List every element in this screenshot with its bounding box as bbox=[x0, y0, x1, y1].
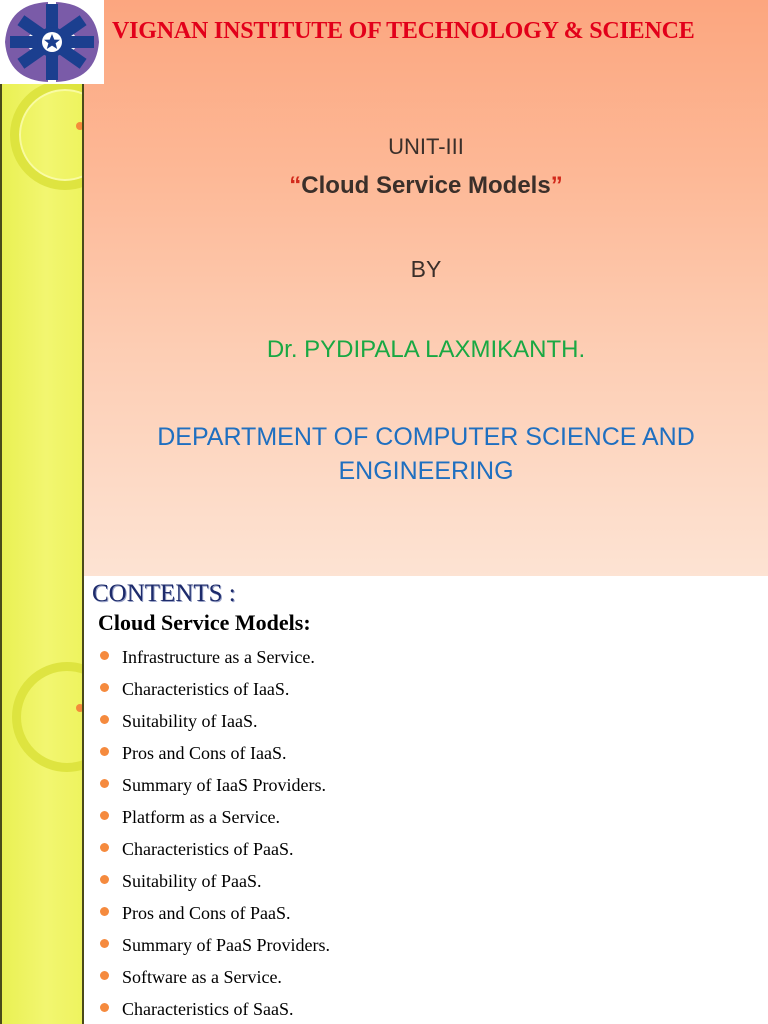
list-item-label: Characteristics of PaaS. bbox=[122, 839, 294, 859]
contents-list bbox=[98, 646, 330, 1024]
list-item-label: Platform as a Service. bbox=[122, 807, 280, 827]
bullet-dot-icon bbox=[100, 683, 109, 692]
bullet-dot-icon bbox=[100, 875, 109, 884]
list-item bbox=[98, 646, 330, 678]
contents-slide bbox=[0, 576, 768, 1024]
list-item bbox=[98, 966, 330, 998]
by-label: BY bbox=[410, 256, 442, 282]
bullet-dot-icon bbox=[100, 811, 109, 820]
list-item-label: Summary of PaaS Providers. bbox=[122, 935, 330, 955]
author-name: Dr. PYDIPALA LAXMIKANTH. bbox=[266, 336, 586, 363]
vignan-logo-icon bbox=[0, 0, 104, 84]
list-item bbox=[98, 742, 330, 774]
list-item-label: Pros and Cons of IaaS. bbox=[122, 743, 287, 763]
list-item bbox=[98, 998, 330, 1024]
decorative-strip bbox=[0, 0, 84, 576]
logo bbox=[0, 0, 104, 84]
bullet-dot-icon bbox=[100, 939, 109, 948]
list-item-label: Summary of IaaS Providers. bbox=[122, 775, 326, 795]
close-quote: ” bbox=[550, 172, 563, 199]
department bbox=[84, 420, 768, 488]
strip-divider bbox=[82, 0, 84, 576]
list-item-label: Suitability of IaaS. bbox=[122, 711, 258, 731]
list-item bbox=[98, 678, 330, 710]
bullet-dot-icon bbox=[100, 715, 109, 724]
list-item-label: Suitability of PaaS. bbox=[122, 871, 262, 891]
list-item bbox=[98, 838, 330, 870]
list-item bbox=[98, 870, 330, 902]
list-item bbox=[98, 902, 330, 934]
bullet-dot-icon bbox=[100, 779, 109, 788]
bullet-dot-icon bbox=[100, 907, 109, 916]
bullet-dot-icon bbox=[100, 843, 109, 852]
list-item bbox=[98, 806, 330, 838]
subtitle-text: Cloud Service Models bbox=[301, 172, 551, 199]
open-quote: “ bbox=[289, 172, 302, 199]
contents-title: CONTENTS : bbox=[92, 580, 236, 607]
section-title: Cloud Service Models: bbox=[98, 610, 311, 635]
strip-divider bbox=[0, 0, 2, 576]
list-item bbox=[98, 934, 330, 966]
list-item bbox=[98, 774, 330, 806]
bullet-dot-icon bbox=[100, 651, 109, 660]
list-item-label: Characteristics of SaaS. bbox=[122, 999, 294, 1019]
list-item bbox=[98, 710, 330, 742]
decorative-ring bbox=[10, 80, 84, 190]
institute-title: VIGNAN INSTITUTE OF TECHNOLOGY & SCIENCE bbox=[112, 18, 695, 44]
unit-label: UNIT-III bbox=[388, 134, 464, 159]
strip-divider bbox=[0, 576, 2, 1024]
strip-divider bbox=[82, 576, 84, 1024]
list-item-label: Infrastructure as a Service. bbox=[122, 647, 315, 667]
list-item-label: Pros and Cons of PaaS. bbox=[122, 903, 291, 923]
bullet-dot-icon bbox=[100, 1003, 109, 1012]
list-item-label: Software as a Service. bbox=[122, 967, 282, 987]
decorative-strip bbox=[0, 576, 84, 1024]
department-line-1: DEPARTMENT OF COMPUTER SCIENCE AND bbox=[157, 423, 695, 451]
bullet-dot-icon bbox=[100, 747, 109, 756]
decorative-ring bbox=[12, 662, 84, 772]
bullet-dot-icon bbox=[100, 971, 109, 980]
slide-subtitle bbox=[84, 172, 768, 200]
list-item-label: Characteristics of IaaS. bbox=[122, 679, 290, 699]
department-line-2: ENGINEERING bbox=[338, 457, 514, 485]
